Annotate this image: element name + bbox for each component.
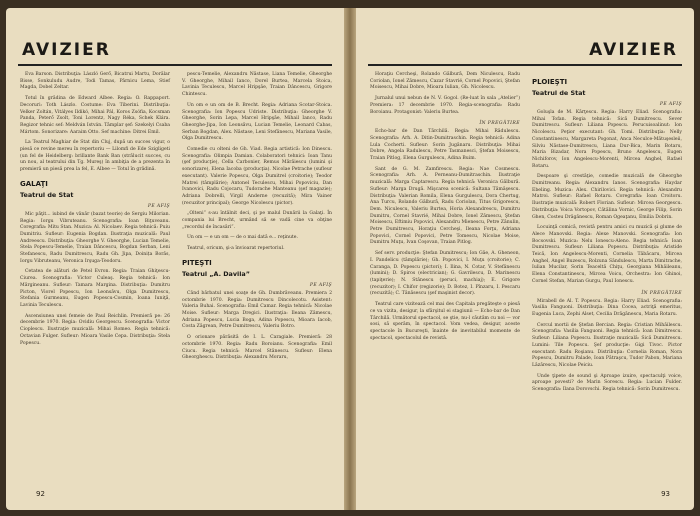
- paragraph: Cercul mortii de Ştefan Bercian. Regia: Cristian Mihăilescu. Scenografia: Vasilia Fanguoni. Regia tehnică: Ioan Dimitrescu. Sufleur: Liliana Popescu. Ilustraţie muzicală: Sică Dumitrescu. Lumini: Tile Popescu. Şef producţie: Gigi Tivoc. Pictor executant: Radu Roşianu. Distribuţia: Cornelia Roman, Nora Popescu, Dumitru Palade, Ioan Pătraşcu, Tudor Pabon, Mariana Lăzărescu, Nicolae Peiciu.: [532, 322, 682, 368]
- paragraph: Unde ţipete de sound şi Aproape izuire, spectaculţi voice, aproape povesti? de Marin Sorescu. Regia: Lucian Fulder. Scenografia: Ilana Dorovschi. Regia tehnică: Sorin Dumitrescu.: [532, 373, 682, 393]
- paragraph: Teatrul, oricum, şi-a învioarat repertoriul.: [187, 246, 285, 252]
- paragraph: Comedie cu olteni de Gh. Viad. Regia artistică: Ion Dinescu. Scenografia: Olimpia Damian. Colaboratori tehnici: Ioan Tanu (şef producţie), Cella Carbonier, Remus Mărăiescu (lumini şi sonorizare), Elena Iacoba (producţia). Nicolae Petrache (sufleur executant). Valerie Popescu, Olga Dumitrel (croitorie); Teodor Matrei (tâmplărie); Antonel Teculescu, Mihai Popoviciu, Dan Ivanovici, Radu Cojocaru, Tudorache Manteanu (şef magazie); Adriana Dobrelli, Virgil Anderne (recuzită); Mira Vainer (recuzitor principal); George Nicolescu (pictor).: [182, 147, 332, 206]
- paragraph: Mic păţit... iubind de vânăr (bazat teorie) de Sergiu Milorian. Regia: Iorgu Vibruteanu. Scenografia: Ioan Biţuveanu. Coregrafia: Mitu Stan. Muzica: Al. Nicolaev. Regia tehnică: Puiu Dumitriu. Sufleur: Eugenia Bogdan. Ilustraţia muzicală: Paul Andreescu. Distribuţia: Gheorghe V. Gheorghe, Lucian Temelie, Stela Popescu-Temelie, Traian Dâncescu, Bogdan Serban, Leni Stefanescu, Radu Dumitrescu, Radu Gh. Jipa, Doinița Borăs, Iorgu Vibruteanu, Veronica Irşuga-Teodoru.: [20, 211, 170, 264]
- right-column-2: [532, 72, 682, 398]
- left-column-2: [182, 72, 332, 366]
- section-tag: PE AFIŞ: [147, 203, 170, 209]
- theatre-heading: Teatrul „A. Davila”: [182, 269, 250, 278]
- right-column-1: [370, 72, 520, 346]
- paragraph: Mirabell de Al. T. Popescu. Regia: Harry Eliad. Scenografia: Vasilia Fanguoni. Distribuţia: Dina Cocea, actriţă emeritus, Eugenia Luca, Zephi Alset, Cecilia Drăgănescu, Maria Rotaru.: [532, 298, 682, 317]
- paragraph: Eva Barson. Distribuţia: László Gerő, Bicatrui Martu, Dorălar Bisse, Sonkuludu Audre, Todi Tamas, Pârnicu Lema, Stief Magda, Dobel Zeltar.: [20, 72, 170, 91]
- paragraph: Echo-bar de Dan Tărchilă. Regia: Mihai Rădulescu. Scenografia: Arh. A. Ditin-Dumitraschin. Regia tehnică: Adina Lula Cocherti. Sufleur: Sorin Jugănaru. Distribuţia: Mihai Dobre, Angela Radulescu, Petre Tasmanesci, Ştefan Moisescu, Traian Pitlog, Elena Gurgulescu, Adina Buim.: [370, 129, 520, 162]
- theatre-heading: Teatrul de Stat: [532, 89, 586, 97]
- paragraph: La Teatrul Maghiar de Stat din Cluj, după un succes vigur, o piesă ce revine mereu în repertoriu — Lilomfi de Ede Szigligeti (un fel de Heidelberg: brillante Bank Ban (strălucit succes, cu un nou, al teatrului din Tg. Mureş) în ambiţia de a prezenta în premieră un piesă prea la fel, E. Albee — Totul în grădină.: [20, 140, 170, 173]
- page-number: 92: [36, 490, 45, 498]
- right-page-title: AVIZIER: [589, 40, 678, 60]
- paragraph: pescu-Temelie, Alexandru Năstase, Liana Temelie, Gheorghe V. Gheorghe, Mihail Ianco, Dorel Burtea, Marcela Stoica, Lavinia Teculescu, Marcel Hripşăe, Traian Dâncescu, Grigore Chintescu.: [182, 72, 332, 98]
- section-tag: PE AFIŞ: [659, 102, 682, 107]
- right-page: [356, 8, 694, 510]
- paragraph: Teatrul care vizitează cel mai des Capitala pregăteşte o piesă ce va vizita, desigur, la sfârşitul ei stagiunii — Echo-bar de Dan Tărchilă. Următorul spectacol, se ştie, nu-l căutăm cu noi — vor sosi, să sperăm, în spectacol. Vom vedea, desigur, aceste spectacole în Bucureşti, înainte de inevitabilul momente de spectacol, spectacolul de revistă.: [370, 302, 520, 341]
- paragraph: Horaţiu Cercheşi, Rolando Gălbură, Dem Niculescu, Radu Coriolan, Ionel Zămescu, Cazar Stavrié, Cornel Popovici, Ştefan Moisescu, Mihai Dobre, Mioara Iulian, Gh. Nicolescu.: [370, 72, 520, 91]
- paragraph: Ascensiunea unei femeie de Paul Reichlin. Premieră pe: 26 decembrie 1970. Regia: Ovidiu Georgescu. Scenografia: Victor Cioplescu. Ilustraţie muzicală: Mihai Romeo. Regia tehnică: Octavian Fulger. Sufleur: Mioara Vasile Cepa. Distribuţia: Stela Popescu.: [20, 313, 170, 346]
- right-page-header: [368, 40, 682, 66]
- paragraph: Totul în grădina de Edward Albee. Regia: O. Rappaport. Decoruri: Toth Lászlo. Costume: Eva Tiberini. Distribuţia: Velker Zoltán, Vitályes Ildikó, Mihai Pál, Koros Zsófia, Kocsman Panda, Peterő Zsolt, Toni Lorentz, Nagy Réka, Schek Klára. Regizor tehnic sef: Meldván István. Tâmplar şef: Szekelyi Csaba Mártom. Sonorizare: Aaraim Otto. Sef machine: Ditrei Emil.: [20, 96, 170, 135]
- paragraph: Jurnalul unui nebun de N. V. Gogol. (Re-luat în sala „Atelier”) Premiera: 17 decembrie 1970. Regia-scenografia: Radu Boroianu. Protagonist: Valeriu Burtea.: [370, 96, 520, 115]
- section-tag: ÎN PREGĂTIRE: [641, 290, 682, 296]
- left-column-1: [20, 72, 170, 351]
- section-tag: PE AFIŞ: [309, 282, 332, 288]
- paragraph: Goluşla de M. Kărţescu. Regia: Harry Eliad. Scenografia: Mihai Tofan. Regia tehnică: Sică Dumitrescu. Sever Dumitrescu. Sufleur: Liliana Popescu. Perucuisoalinut: Ion Nicolescu. Peţior executant: Gh. Tomi. Distribuţia: Nelly Constantinescu, Margareta Pogonat, Anca Neculce-Mătuşesleii, Silviu Năstase-Dumitrescu, Liana Dur-Bica, Marin Botaru, Maria Bizadar, Nora Popescu, Bruno Angelescu, Eugen Nichiforov, Ion Angelescu-Morenti, Mircea Anghel, Rafael Rotaru.: [532, 110, 682, 169]
- paragraph: Sef serv. producţie: Ştefan Dumitrescu; Ion Găe, A. Gheneon, I. Pandelicu (tâmplărie); Gh. Popovici, I. Muţu (croitorie); C. Caranga, D. Popescu (pictori); I. Ilina, N. Cotar, V. Stefănescu (lumini); D. Spiros (electrician); G. Gavrilescu, D. Marinescu (tapiţerie); N. Stănescu (peruci, machiaj); E. Grigore (recuzitor); I. Chifor (regizorie); D. Botez, I. Pînzaru, I. Pescaru (recuzită); C. Tănăsescu (şef maşinist decor).: [370, 251, 520, 297]
- page-number: 93: [661, 490, 670, 498]
- city-heading: GALAŢI: [20, 179, 48, 188]
- paragraph: Cetatea de alături de Petel Evron. Regia: Traian Ghiţescu-Ciurea. Scenografia: Victor Culeaş. Regia tehnică: Ion Mărgineanu. Sufleur: Tamara Margina. Distribuţia: Dumitru Picton, Viorel Popescu, Ion Leonsăvu, Olga Dumitrescu, Stefania Gurmeanu, Eugen Popescu-Cosmin, Ioana Iuniţă, Lavinia Teculescu.: [20, 269, 170, 308]
- section-tag: ÎN PREGĂTIRE: [479, 121, 520, 127]
- book-gutter: [344, 8, 356, 510]
- paragraph: Când bărbatul unei soaţe de Gh. Dumbrăveanu. Premiera 2 octombrie 1970. Regia: Dumitrescu Dincolecotu. Asistent: Valeria Buhai. Scenografia: Emil Camar. Regia tehnică: Nicolae Moise. Sufleur: Marga Dregici. Ilustraţia: Ileana Zămescu, Adriana Popescu, Lucia Boga, Adina Popescu, Mioara Iacob, Costa Zăgrean, Petre Dumitrescu, Valeriu Botro.: [182, 290, 332, 330]
- paragraph: Un om — e un om — de o mai dată e... reţinute.: [187, 235, 298, 241]
- paragraph: Sant de G. M. Zamfirescu. Regia: Nae Cosmescu. Scenografia: Arh. A. Perneanu-Dumitraschin. Ilustraţie muzicală: Marga Captarescu. Regia tehnică: Veronica Gălbură. Sufleur: Marga Drugă. Mişcarea scenică: Sultana Tămăşescu. Distribuţia: Valerian Romila, Elena Gurgulescu, Dora Chertug, Ana Turcu, Rolando Gălbură, Radu Coriolan, Titus Grigorescu, Dem. Niculescu, Valeriu Burtea, Horia Alexandrescu, Dumitru Dumitru, Cornel Stavrié, Mihai Dobre, Ionel Zămescu, Ştefan Moisescu, Eftimiu Popovici, Alexandru Mienescu, Petre Zănulin, Petre Dumitrescu, Horaţiu Cercheşi, Ileana Forţu, Adriana Popovici, Cornel Popovici, Petre Tomescu, Nicolae Moise, Dumitru Muţu, Ivan Coşovan, Traian Pitlog.: [370, 166, 520, 246]
- city-heading: PLOIEŞTI: [532, 78, 568, 86]
- left-page-title: AVIZIER: [22, 40, 111, 60]
- theatre-heading: Teatrul de Stat: [20, 190, 74, 199]
- left-page-header: [18, 40, 332, 66]
- left-page: [6, 8, 344, 510]
- city-heading: PITEŞTI: [182, 258, 212, 267]
- paragraph: Despoare şi crestăţie, comedie muzicală de Gheorghe Dumitreanu. Regia: Alexandru Ianos. Scenografia: Haydar Ebeling. Muzica: Alex. Chirilovici. Regia tehnică: Alexandru Matroi. Sufleur: Rafael Rotaru. Coregrafia: Ioan Croitoru. Ilustraţie muzicală: Robert Florian. Sufleur: Mircea Georgescu. Distribuţia: Voica Vortopov, Cătălina Vornic, George Filip, Sorin Ghen, Costeu Drăgănescu, Roman Ogeaţanu, Emilia Dobrin.: [532, 174, 682, 220]
- paragraph: Un om e un om de B. Brecht. Regia: Adriana Scotar-Stoica. Scenografia: Ion Popescu Udriste. Distribuţia: Gheorghe V. Gheorghe, Sorin Lepa, Marcel Hripşăe, Mihail Ianco, Radu Gheorghe-Jipa, Ion Leonsăvu, Lucian Temelie, Leonard Cabas, Serban Bogdan, Alex. Năstase, Leni Stefănescu, Mariana Vasile, Olga Dumitrescu.: [182, 102, 332, 142]
- paragraph: Locuinţă comică, revistă pentru amici cu muzică şi glume de Alece Manovski. Regia: Alexe Manovski. Scenografia: Ion Bocsovski. Muzica: Nelu Ionescu-Aleno. Regia tehnică: Ioan Dumitrescu. Sufleur: Liliana Popescu. Distribuţia: Aristide Teică, Ion Angelescu-Morenti, Cornelia Tăbăcaru, Mircea Anghel, Angel Buzescu, Rolzuna Săndulescu, Marta Dimitrache, Iulian Mucilar, Sorin Teaceltă Chiţu, Georgiana Mihăileanu, Elena Constantinescu, Mircea Voicu, Orchestra: Ion Ghinoi, Cornel Stefan, Marian Gurgu, Paul Ionescu.: [532, 225, 682, 284]
- paragraph: O orionare părăsită de I. L. Caragiale. Premieră: 28 octombrie 1970. Regia: Radu Boroianu. Scenografia: Emil Ciucu. Regia tehnică: Marcel Stănescu. Sufleur: Elena Gheorghescu. Distribuţia: Alexandru Moraru,: [182, 335, 332, 361]
- paragraph: „Olteni” s-au întâlnit deci, şi pe malul Dunării la Galaţi. În compania lui Brecht, urmând să se vadă cine va obţine „recordul de încasări”.: [182, 211, 332, 230]
